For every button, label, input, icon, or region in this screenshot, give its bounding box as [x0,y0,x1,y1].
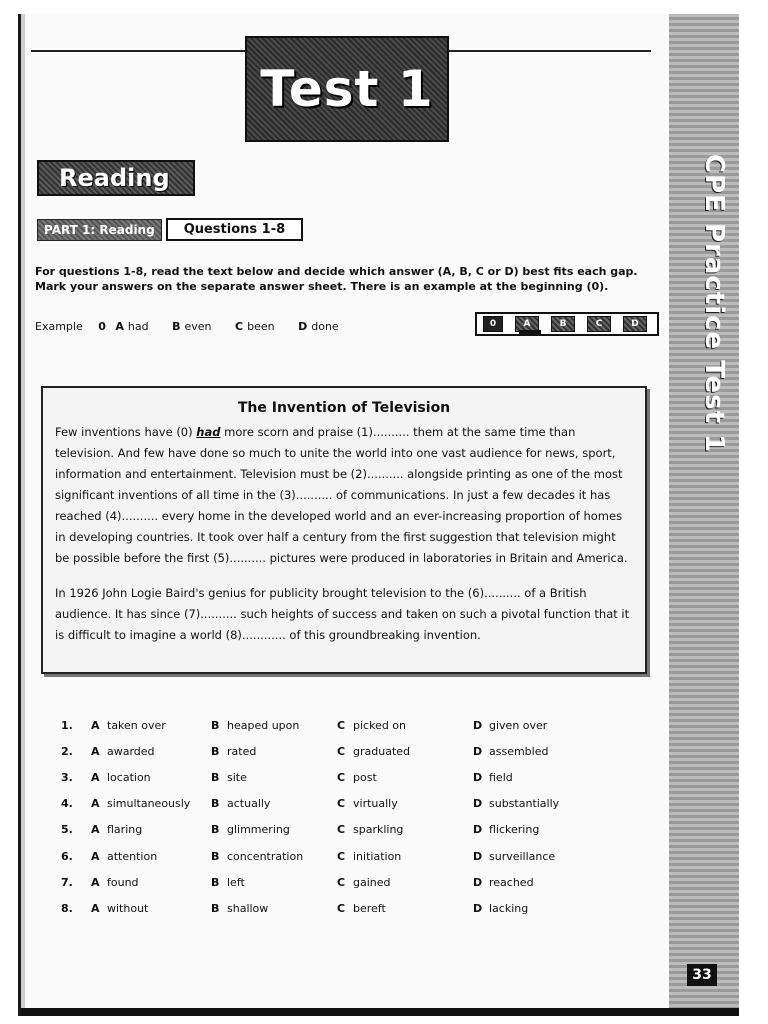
question-row [61,895,621,921]
example-option: B even [172,320,212,333]
example-label: Example [35,320,83,333]
option-b[interactable]: B concentration [211,849,304,863]
example-answer-word: had [196,425,221,439]
page-number: 33 [687,964,717,986]
question-row [61,712,621,738]
passage-paragraph-1: Few inventions have (0) had more scorn and praise (1).......... them at the same time than television. And few have done so much to unite the world into one vast audience for news, sport, information and entertainment. Television must be (2).......... alongside printing as one of the most significant inventions of all time in the (3).......... of communications. In just a few decades it has reached (4).......... every home in the developed world and an ever-increasing proportion of homes in developing countries. It took over half a century from the first suggestion that television might be possible before the first (5).......... pictures were produced in laboratories in Britain and America. [55,425,628,565]
questions-range-label: Questions 1-8 [166,218,303,241]
passage-paragraph-2: In 1926 John Logie Baird's genius for publicity brought television to the (6).......... of a British audience. It has since (7).......... such heights of success and taken on such a pivotal function that it is difficult to imagine a world (8)............ of this groundbreaking invention. [55,586,630,642]
question-number: 5. [61,823,73,837]
instructions-text: For questions 1-8, read the text below and decide which answer (A, B, C or D) best fits each gap. Mark your answers on the separate answer sheet. There is an example at the beginning (0). [35,265,638,293]
example-option: C been [235,320,275,333]
answer-mark [519,330,541,334]
option-b[interactable]: B left [211,875,245,889]
passage-title: The Invention of Television [237,400,451,416]
section-banner [37,160,195,196]
option-c[interactable]: C gained [337,875,391,889]
question-number: 1. [61,718,73,732]
part-header [37,218,303,241]
option-b[interactable]: B site [211,770,247,784]
option-a[interactable]: A simultaneously [91,797,191,811]
example-option: D done [298,320,339,333]
option-a[interactable]: A flaring [91,823,143,837]
question-row [61,764,621,790]
option-a[interactable]: A awarded [91,744,155,758]
question-row [61,738,621,764]
question-number: 3. [61,770,73,784]
option-d[interactable]: D surveillance [473,849,556,863]
option-b[interactable]: B shallow [211,901,269,915]
option-c[interactable]: C virtually [337,797,398,811]
question-row [61,869,621,895]
option-a[interactable]: A location [91,770,151,784]
option-b[interactable]: B rated [211,744,257,758]
example-number: 0 [98,320,106,333]
option-a[interactable]: A attention [91,849,158,863]
exam-page [18,14,739,1016]
side-strip [669,14,739,1016]
answer-grid-cell-c: C [587,316,611,332]
option-b[interactable]: B heaped upon [211,718,300,732]
section-title: Reading [59,164,170,192]
option-d[interactable]: D substantially [473,797,560,811]
question-row [61,843,621,869]
option-d[interactable]: D flickering [473,823,540,837]
example-option: A had [115,320,149,333]
option-c[interactable]: C post [337,770,377,784]
test-title: Test 1 [260,60,434,118]
question-number: 2. [61,744,73,758]
option-c[interactable]: C graduated [337,744,411,758]
option-d[interactable]: D assembled [473,744,549,758]
test-title-banner [245,36,449,142]
answer-grid-zero: 0 [483,316,503,332]
option-d[interactable]: D reached [473,875,534,889]
option-a[interactable]: A found [91,875,139,889]
answer-grid-cell-d: D [623,316,647,332]
book-title-vertical: CPE Practice Test 1 [699,154,729,454]
option-d[interactable]: D given over [473,718,548,732]
question-number: 4. [61,797,73,811]
option-c[interactable]: C sparkling [337,823,404,837]
question-row [61,791,621,817]
option-b[interactable]: B actually [211,797,271,811]
option-a[interactable]: A taken over [91,718,166,732]
answer-grid-cell-a: A [515,316,539,332]
option-d[interactable]: D lacking [473,901,529,915]
example-answer-grid [475,312,659,336]
question-number: 6. [61,849,73,863]
option-d[interactable]: D field [473,770,513,784]
answer-grid-cell-b: B [551,316,575,332]
option-a[interactable]: A without [91,901,149,915]
part-tag: PART 1: Reading [37,219,162,241]
question-number: 7. [61,875,73,889]
option-b[interactable]: B glimmering [211,823,290,837]
option-c[interactable]: C bereft [337,901,386,915]
bottom-rule [21,1008,739,1016]
question-list [61,712,621,922]
reading-passage [41,386,647,674]
question-number: 8. [61,901,73,915]
option-c[interactable]: C picked on [337,718,407,732]
question-row [61,817,621,843]
option-c[interactable]: C initiation [337,849,402,863]
